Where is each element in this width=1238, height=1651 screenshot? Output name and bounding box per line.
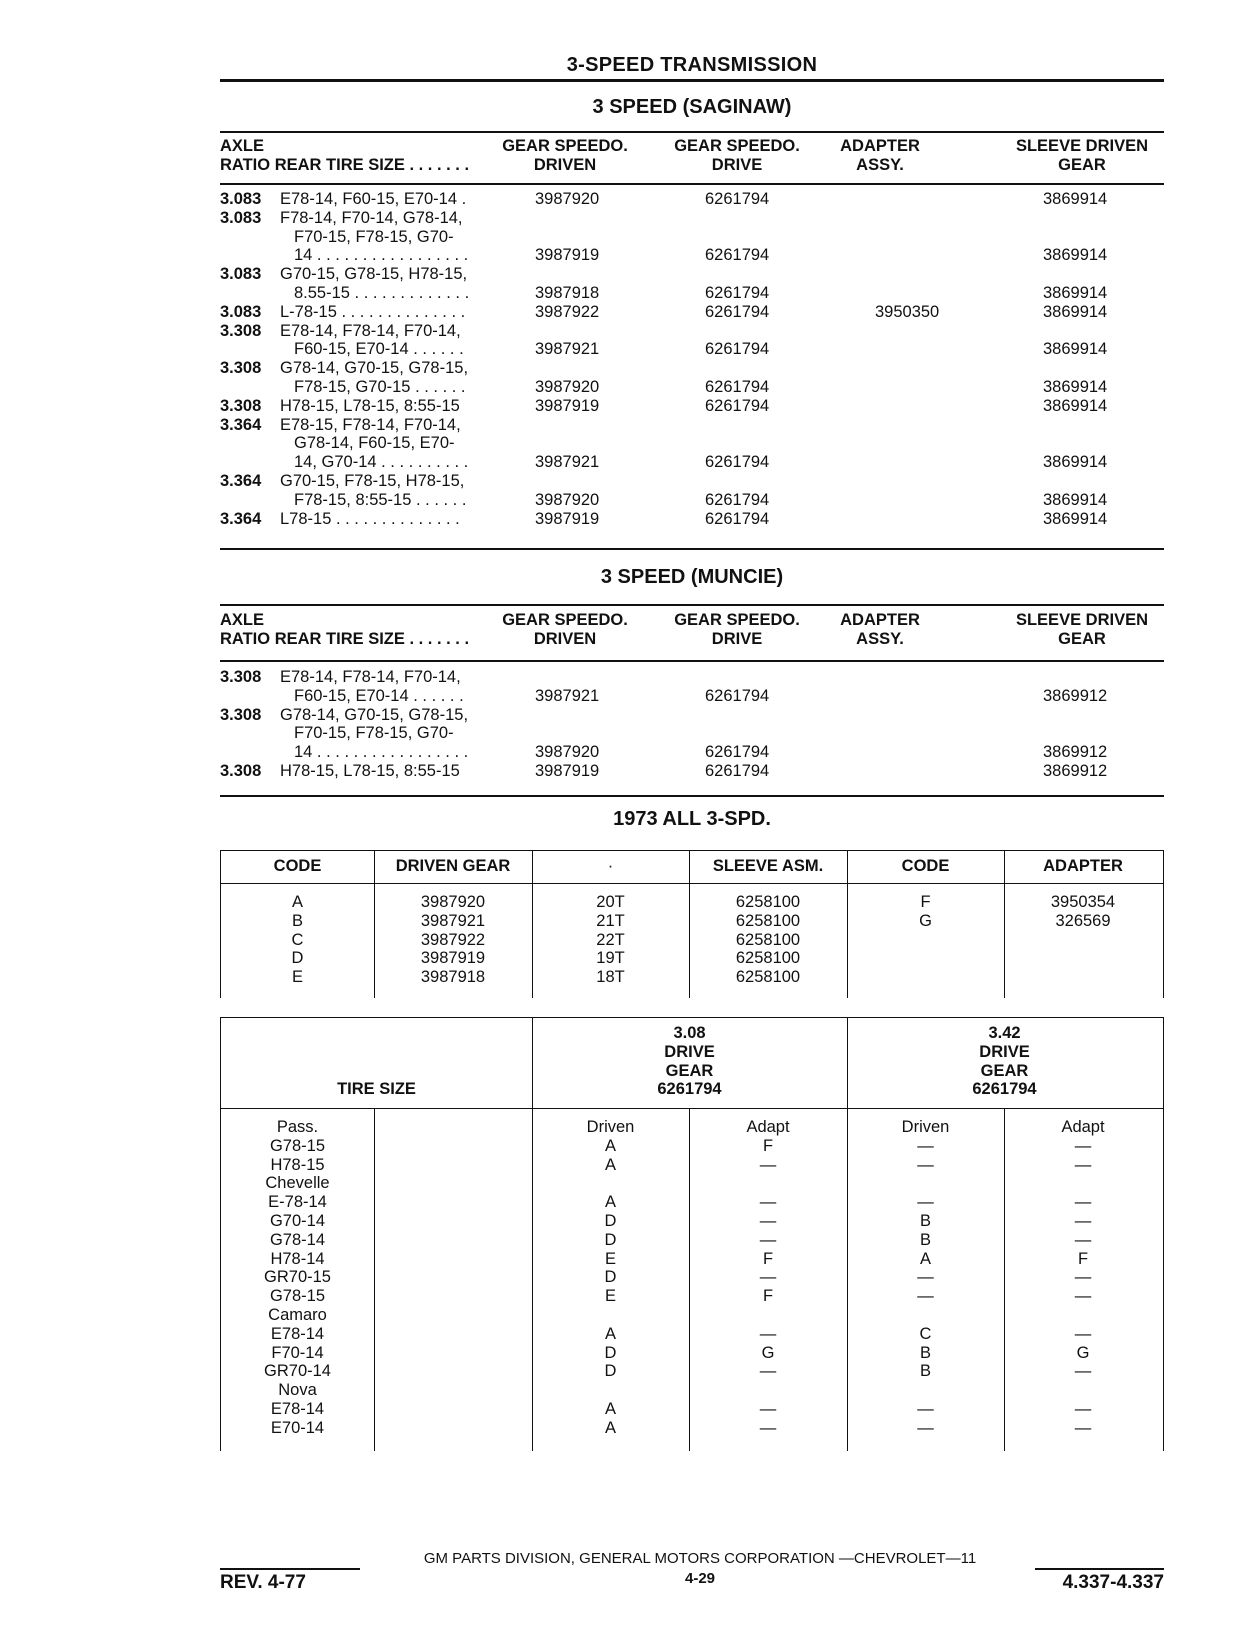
all3-col-code: A B C D E <box>291 893 304 987</box>
all3-header-code: CODE <box>273 857 322 875</box>
group-342-header: 3.42 DRIVE GEAR 6261794 <box>972 1024 1037 1099</box>
all3-header-adapter: ADAPTER <box>1043 857 1123 875</box>
table-row: G78-14, F60-15, E70- <box>294 434 455 453</box>
all3-col-teeth: 20T 21T 22T 19T 18T <box>596 893 625 987</box>
saginaw-header-rule <box>220 183 1164 185</box>
table-row: F70-15, F78-15, G70- <box>294 227 454 246</box>
tire-col-308-driven: Driven A A A D D E D E A D D A A <box>586 1118 635 1437</box>
table-row: 3.083 G70-15, G78-15, H78-15, <box>220 265 468 284</box>
muncie-header-axle: AXLE RATIO REAR TIRE SIZE . . . . . . . <box>220 611 470 648</box>
tire-size-header: TIRE SIZE <box>337 1080 416 1098</box>
muncie-header-rule <box>220 660 1164 662</box>
table-row: F78-15, 8:55-15 . . . . . . 3987920 6261794 3869914 <box>294 490 1108 509</box>
all3-header-driven-gear: DRIVEN GEAR <box>395 857 511 875</box>
all3-header-code-2: CODE <box>901 857 950 875</box>
all3-col-driven: 3987920 3987921 3987922 3987919 3987918 <box>420 893 486 987</box>
all3-header-sleeve: SLEEVE ASM. <box>712 857 824 875</box>
header-sleeve: SLEEVE DRIVEN GEAR <box>1015 137 1149 174</box>
tire-col-342-adapt: Adapt — — — — — F — — — G — — — <box>1061 1118 1105 1437</box>
muncie-header-speedo-drive: GEAR SPEEDO. DRIVE <box>674 611 800 648</box>
muncie-heading: 3 SPEED (MUNCIE) <box>600 566 784 588</box>
muncie-top-rule <box>220 604 1164 606</box>
table-row: 14, G70-14 . . . . . . . . . . 3987921 6261794 3869914 <box>294 453 1108 472</box>
muncie-header-adapter: ADAPTER ASSY. <box>840 611 920 648</box>
all3-col-code-2: F G <box>919 893 932 930</box>
muncie-bottom-rule <box>220 795 1164 797</box>
tire-size-table <box>220 1017 1164 1451</box>
table-row: 3.308 G78-14, G70-15, G78-15, <box>220 359 469 378</box>
table-row: 3.083 F78-14, F70-14, G78-14, <box>220 208 463 227</box>
header-axle: AXLE RATIO REAR TIRE SIZE . . . . . . . <box>220 137 470 174</box>
header-speedo-driven: GEAR SPEEDO. DRIVEN <box>502 137 628 174</box>
all3-header-blank: · <box>607 857 614 875</box>
table-row: 3.364 G70-15, F78-15, H78-15, <box>220 471 465 490</box>
muncie-header-sleeve: SLEEVE DRIVEN GEAR <box>1015 611 1149 648</box>
table-row: F70-15, F78-15, G70- <box>294 724 454 743</box>
title-rule <box>220 79 1164 82</box>
table-row: 3.308 E78-14, F78-14, F70-14, <box>220 321 461 340</box>
saginaw-heading: 3 SPEED (SAGINAW) <box>592 96 792 118</box>
tire-col-size: Pass. G78-15 H78-15 Chevelle E-78-14 G70-14 G78-14 H78-14 GR70-15 G78-15 Camaro E78-14 F70-14 GR70-14 Nova E78-14 E70-14 <box>264 1118 331 1437</box>
table-row: 3.308 G78-14, G70-15, G78-15, <box>220 705 469 724</box>
all3-table <box>220 850 1164 998</box>
muncie-rows <box>220 668 1164 781</box>
table-row: F78-15, G70-15 . . . . . . 3987920 6261794 3869914 <box>294 377 1108 396</box>
header-adapter: ADAPTER ASSY. <box>840 137 920 174</box>
table-row: F60-15, E70-14 . . . . . . 3987921 6261794 3869914 <box>294 340 1108 359</box>
saginaw-top-rule <box>220 131 1164 133</box>
all3-col-adapter: 3950354 326569 <box>1050 893 1116 930</box>
footer-publisher: GM PARTS DIVISION, GENERAL MOTORS CORPORATION —CHEVROLET—11 <box>423 1550 977 1567</box>
catalog-page <box>220 0 1164 1651</box>
table-row: 8.55-15 . . . . . . . . . . . . . 3987918 6261794 3869914 <box>294 283 1108 302</box>
footer-left-rule <box>220 1568 360 1570</box>
muncie-header-speedo-driven: GEAR SPEEDO. DRIVEN <box>502 611 628 648</box>
table-row: 14 . . . . . . . . . . . . . . . . . 3987919 6261794 3869914 <box>294 246 1108 265</box>
footer-catalog-number: 4.337-4.337 <box>1062 1572 1164 1593</box>
table-row: 3.083 E78-14, F60-15, E70-14 . 3987920 6261794 3869914 <box>220 190 1108 208</box>
table-row: 3.364 E78-15, F78-14, F70-14, <box>220 415 461 434</box>
all3-col-sleeve: 6258100 6258100 6258100 6258100 6258100 <box>735 893 801 987</box>
footer-page-number: 4-29 <box>684 1570 716 1587</box>
table-row: 3.308 E78-14, F78-14, F70-14, <box>220 668 461 686</box>
footer-revision: REV. 4-77 <box>220 1572 306 1593</box>
table-row: 3.083 L-78-15 . . . . . . . . . . . . . . 3987922 6261794 3950350 3869914 <box>220 302 1108 321</box>
all3-heading: 1973 ALL 3-SPD. <box>613 808 771 830</box>
saginaw-rows <box>220 190 1164 528</box>
table-row: F60-15, E70-14 . . . . . . 3987921 6261794 3869912 <box>294 686 1108 705</box>
table-row: 3.308 H78-15, L78-15, 8:55-15 3987919 6261794 3869912 <box>220 761 1108 780</box>
header-speedo-drive: GEAR SPEEDO. DRIVE <box>674 137 800 174</box>
table-row: 3.308 H78-15, L78-15, 8:55-15 3987919 6261794 3869914 <box>220 396 1108 415</box>
footer-right-rule <box>1035 1568 1164 1570</box>
saginaw-bottom-rule <box>220 548 1164 550</box>
table-row: 3.364 L78-15 . . . . . . . . . . . . . . 3987919 6261794 3869914 <box>220 509 1108 528</box>
tire-col-308-adapt: Adapt F — — — — F — F — G — — — <box>746 1118 790 1437</box>
tire-col-342-driven: Driven — — — B B A — — C B B — — <box>901 1118 950 1437</box>
page-title: 3-SPEED TRANSMISSION <box>566 54 818 76</box>
table-row: 14 . . . . . . . . . . . . . . . . . 3987920 6261794 3869912 <box>294 743 1108 762</box>
group-308-header: 3.08 DRIVE GEAR 6261794 <box>657 1024 722 1099</box>
